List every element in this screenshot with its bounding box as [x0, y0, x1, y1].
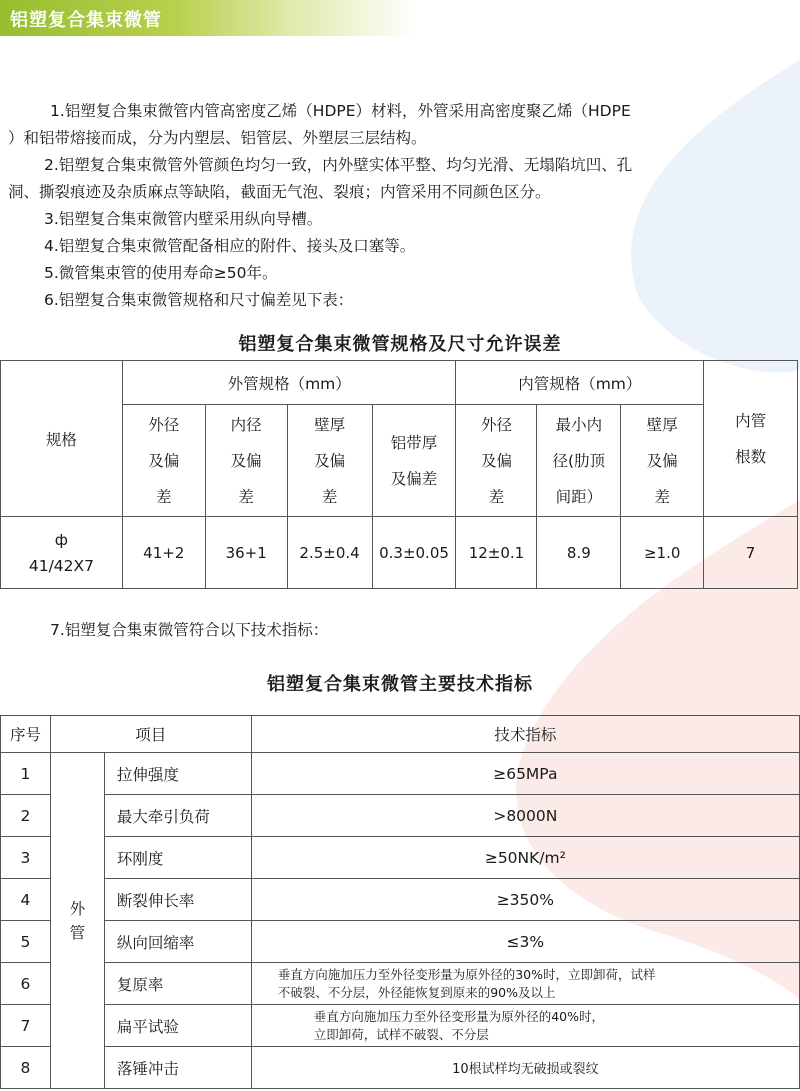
spec-header-outer-wall: 壁厚 及偏 差	[287, 405, 372, 517]
tech-header-item: 项目	[50, 716, 251, 753]
tech-cell-spec: ≥65MPa	[251, 753, 799, 795]
tech-header-no: 序号	[1, 716, 51, 753]
spec-header-inner-min: 最小内 径(肋顶 间距）	[537, 405, 621, 517]
spec-cell: ≥1.0	[621, 517, 704, 589]
tech-cell-no: 6	[1, 963, 51, 1005]
spec-cell: 36+1	[205, 517, 287, 589]
page-title: 铝塑复合集束微管	[10, 10, 162, 31]
tech-cell-item: 断裂伸长率	[104, 879, 251, 921]
tech-cell-no: 5	[1, 921, 51, 963]
spec-header-inner-od: 外径 及偏 差	[456, 405, 537, 517]
table-row	[1, 753, 800, 795]
header-bar	[0, 0, 800, 36]
spec-cell: 41+2	[122, 517, 205, 589]
table-row	[1, 1005, 800, 1047]
tech-cell-spec: 垂直方向施加压力至外径变形量为原外径的30%时，立即卸荷，试样 不破裂、不分层，外径能恢复到原来的90%及以上	[251, 963, 799, 1005]
spec-cell: 8.9	[537, 517, 621, 589]
tech-cell-no: 7	[1, 1005, 51, 1047]
spec-header-outer-group: 外管规格（mm）	[122, 361, 456, 405]
intro-p3: 3.铝塑复合集束微管内壁采用纵向导槽。	[44, 210, 323, 228]
tech-category: 外 管	[50, 753, 104, 1089]
tech-table-title: 铝塑复合集束微管主要技术指标	[267, 674, 533, 695]
tech-cell-spec: >8000N	[251, 795, 799, 837]
table-row	[1, 1047, 800, 1089]
tech-cell-item: 复原率	[104, 963, 251, 1005]
spec-cell: 2.5±0.4	[287, 517, 372, 589]
tech-header-spec: 技术指标	[251, 716, 799, 753]
tech-cell-no: 2	[1, 795, 51, 837]
spec-header-outer-od: 外径 及偏 差	[122, 405, 205, 517]
spec-table	[0, 360, 798, 589]
spec-cell: 7	[704, 517, 798, 589]
tech-cell-item: 拉伸强度	[104, 753, 251, 795]
tech-cell-item: 环刚度	[104, 837, 251, 879]
table-row	[1, 795, 800, 837]
table-row	[1, 837, 800, 879]
table-row	[1, 879, 800, 921]
tech-cell-no: 4	[1, 879, 51, 921]
tech-cell-item: 纵向回缩率	[104, 921, 251, 963]
tech-cell-item: 最大牵引负荷	[104, 795, 251, 837]
intro-text	[0, 98, 800, 314]
spec-header-inner-count: 内管 根数	[704, 361, 798, 517]
tech-cell-spec: ≥350%	[251, 879, 799, 921]
intro-p2-line1: 2.铝塑复合集束微管外管颜色均匀一致，内外壁实体平整、均匀光滑、无塌陷坑凹、孔	[44, 156, 633, 174]
spec-row-spec: ф 41/42X7	[1, 517, 123, 589]
spec-header-outer-id: 内径 及偏 差	[205, 405, 287, 517]
tech-cell-no: 1	[1, 753, 51, 795]
tech-cell-spec: ≤3%	[251, 921, 799, 963]
intro-p2-line2: 洞、撕裂痕迹及杂质麻点等缺陷，截面无气泡、裂痕；内管采用不同颜色区分。	[8, 183, 551, 201]
tech-cell-item: 落锤冲击	[104, 1047, 251, 1089]
spec-header-inner-group: 内管规格（mm）	[456, 361, 704, 405]
spec-header-outer-al: 铝带厚 及偏差	[372, 405, 456, 517]
intro-p6: 6.铝塑复合集束微管规格和尺寸偏差见下表：	[44, 291, 354, 309]
intro-p4: 4.铝塑复合集束微管配备相应的附件、接头及口塞等。	[44, 237, 416, 255]
item-7-text: 7.铝塑复合集束微管符合以下技术指标：	[50, 621, 329, 639]
tech-cell-spec: 10根试样均无破损或裂纹	[251, 1047, 799, 1089]
intro-p1-line2: ）和铝带熔接而成，分为内塑层、铝管层、外塑层三层结构。	[8, 129, 427, 147]
spec-cell: 12±0.1	[456, 517, 537, 589]
spec-table-title: 铝塑复合集束微管规格及尺寸允许误差	[238, 334, 562, 355]
tech-cell-no: 8	[1, 1047, 51, 1089]
tech-table	[0, 715, 800, 1089]
table-row	[1, 963, 800, 1005]
tech-cell-item: 扁平试验	[104, 1005, 251, 1047]
tech-cell-spec: ≥50NK/m²	[251, 837, 799, 879]
intro-p1-line1: 1.铝塑复合集束微管内管高密度乙烯（HDPE）材料，外管采用高密度聚乙烯（HDPE	[50, 102, 631, 120]
spec-header-spec: 规格	[1, 361, 123, 517]
table-row	[1, 921, 800, 963]
tech-cell-spec: 垂直方向施加压力至外径变形量为原外径的40%时， 立即卸荷，试样不破裂、不分层	[251, 1005, 799, 1047]
intro-p5: 5.微管集束管的使用寿命≥50年。	[44, 264, 278, 282]
spec-cell: 0.3±0.05	[372, 517, 456, 589]
spec-header-inner-wall: 壁厚 及偏 差	[621, 405, 704, 517]
tech-cell-no: 3	[1, 837, 51, 879]
